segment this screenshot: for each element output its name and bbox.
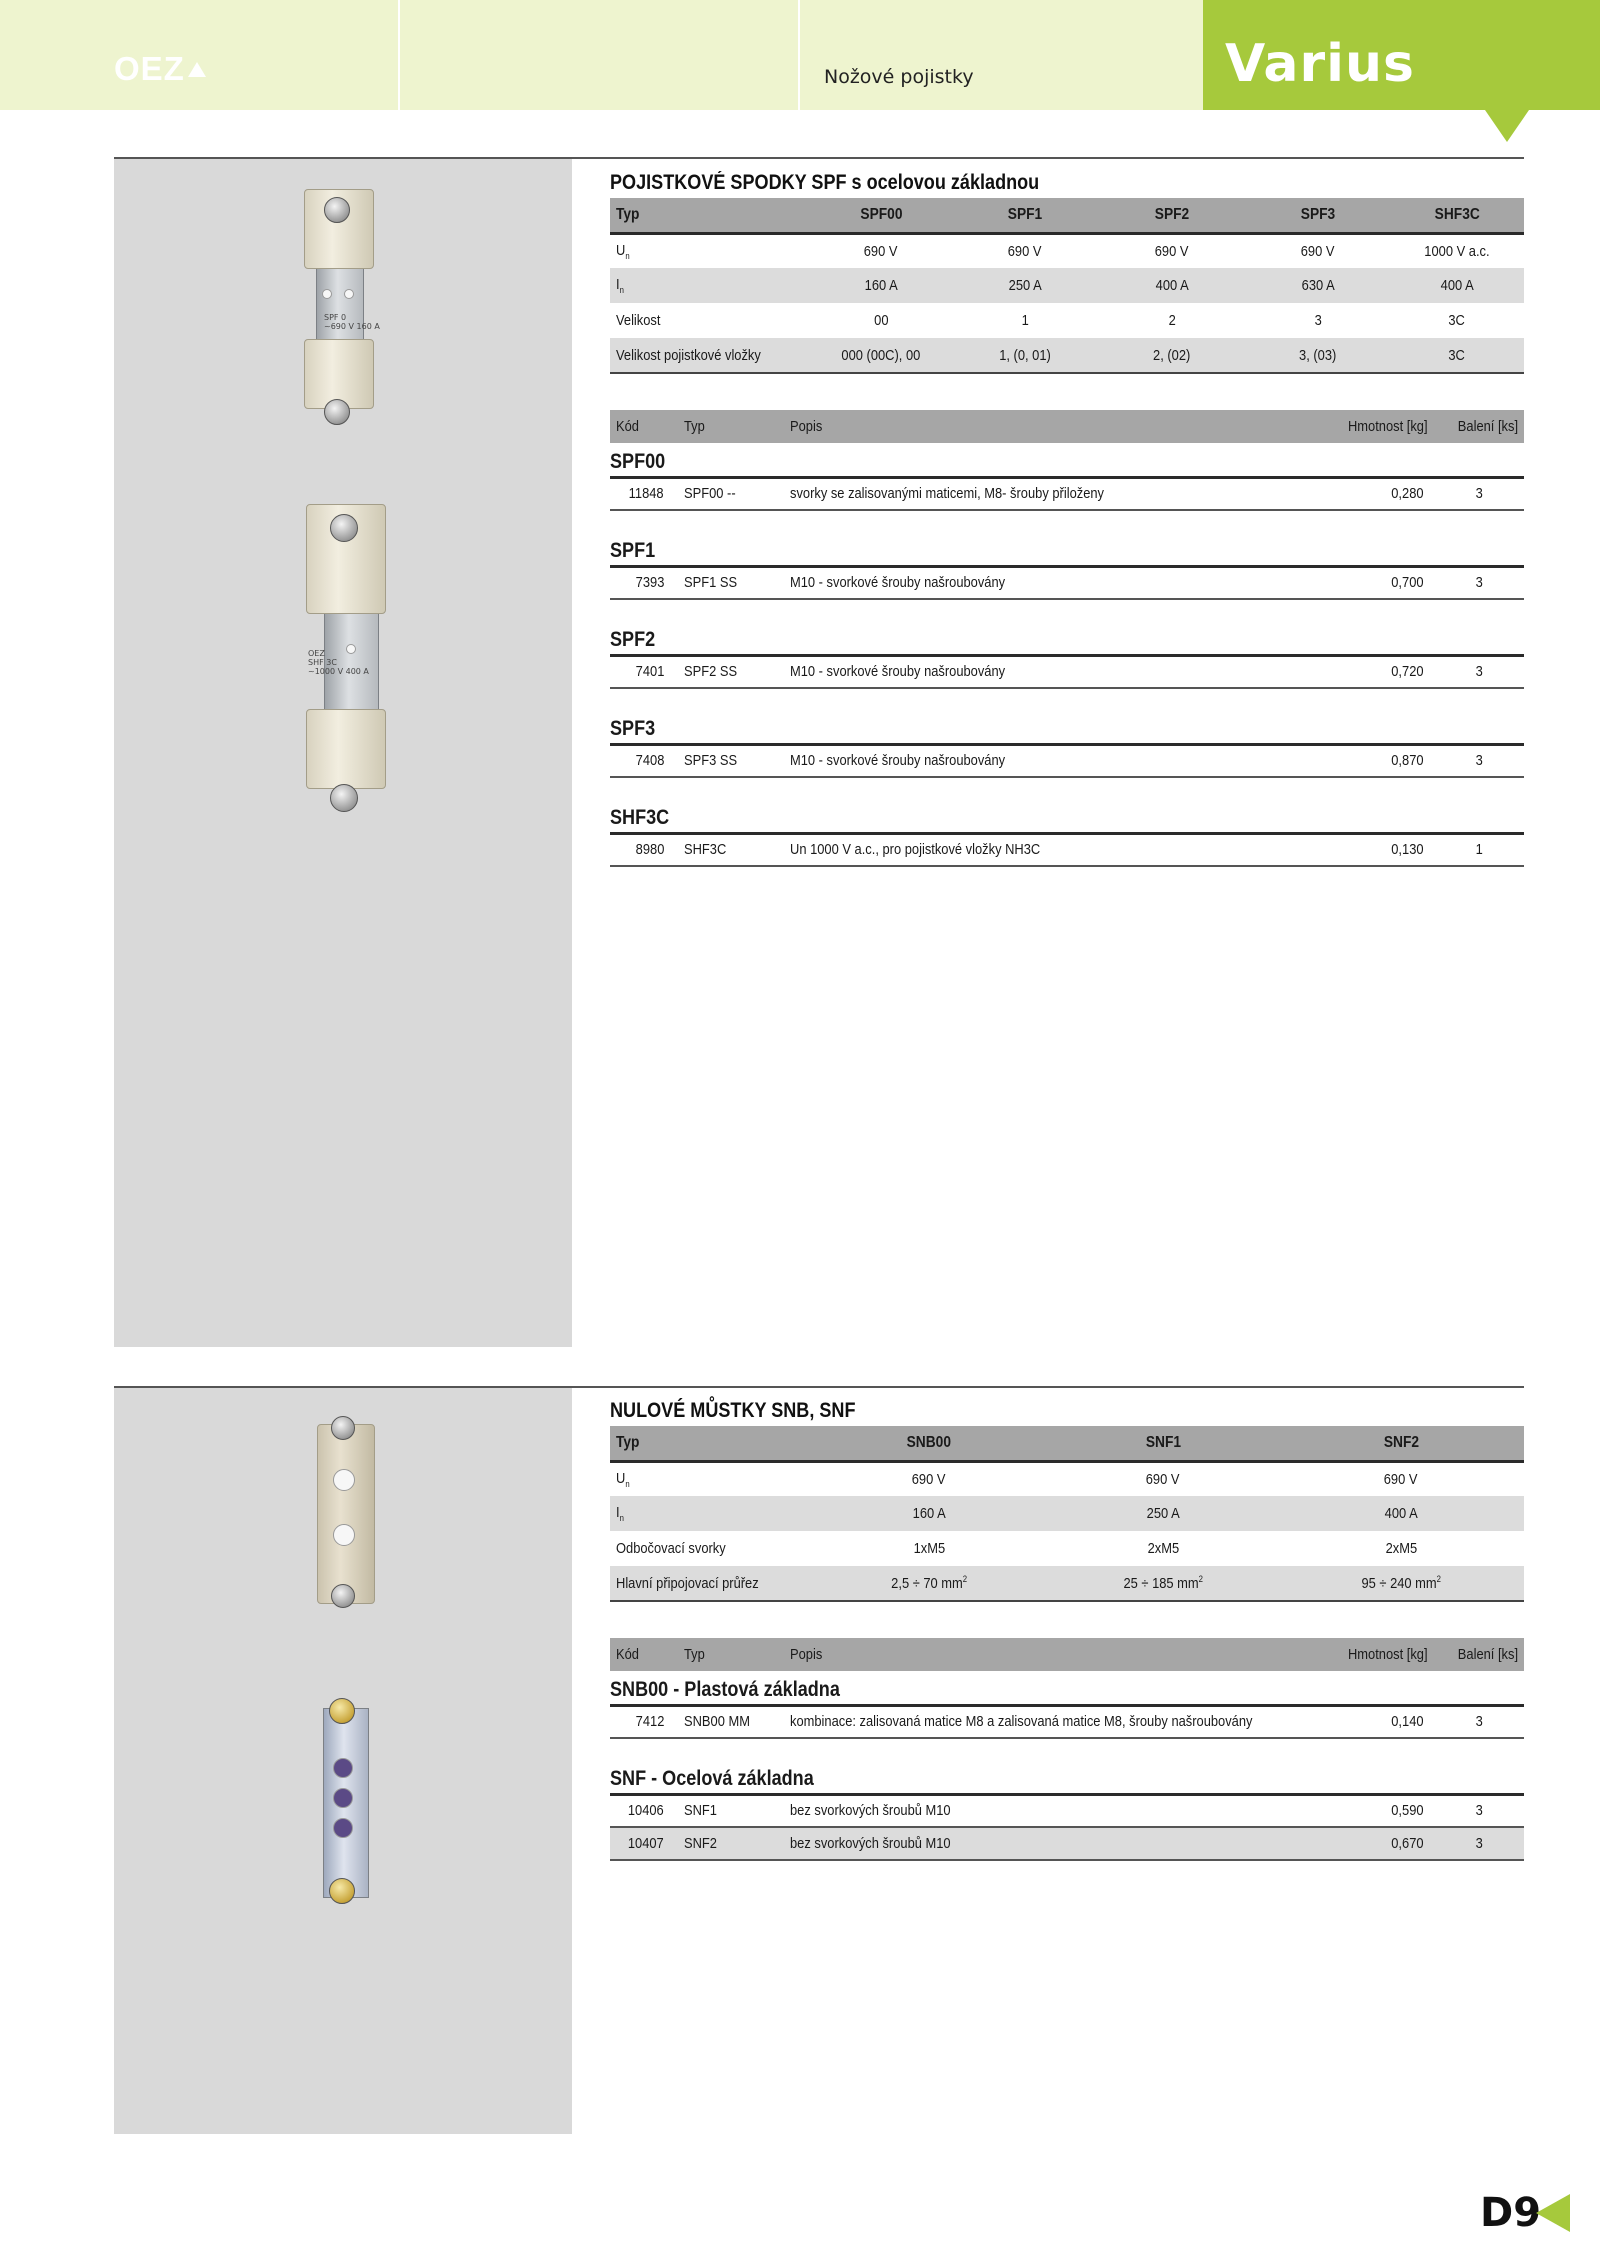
page-header (0, 0, 1600, 110)
spec-value: 00 (873, 312, 889, 329)
spec-header: SPF2 (1098, 198, 1246, 233)
spec-value: 1000 V a.c. (1424, 242, 1490, 260)
spec-row (610, 1461, 1524, 1496)
product-type: SPF1 SS (678, 566, 784, 599)
product-pack: 3 (1434, 1827, 1524, 1860)
code-table-snb (610, 1638, 1524, 1861)
brand-box (1203, 0, 1600, 110)
product-type: SPF2 SS (678, 655, 784, 688)
group-heading: SNB00 - Plastová základna (610, 1671, 1524, 1705)
spec-value: 400 A (1278, 1496, 1524, 1531)
product-row (610, 655, 1524, 688)
header-divider (398, 0, 400, 110)
spec-value: 690 V (1155, 242, 1189, 260)
spec-value: 25 ÷ 185 $mm^2$ (1048, 1566, 1278, 1601)
spec-table-spf (610, 198, 1524, 374)
spec-header: SHF3C (1390, 198, 1524, 233)
spec-label: Odbočovací svorky (616, 1540, 726, 1557)
spec-value: 1, (0, 01) (952, 338, 1098, 373)
spec-header: Typ (610, 1426, 810, 1461)
spec-header: SPF3 (1246, 198, 1390, 233)
spec-value: 3 (1314, 312, 1322, 329)
product-weight: 0,280 (1284, 477, 1434, 510)
spec-value: 690 V (1146, 1470, 1180, 1488)
product-code: 7408 (610, 744, 678, 777)
spec-row (610, 1496, 1524, 1531)
group-heading: SHF3C (610, 799, 1524, 833)
product-row (610, 477, 1524, 510)
product-row (610, 1794, 1524, 1827)
spec-row (610, 338, 1524, 373)
spec-row (610, 1531, 1524, 1566)
spec-value: 690 V (912, 1470, 946, 1488)
section-name: Nožové pojistky (824, 66, 974, 88)
product-pack: 3 (1434, 1705, 1524, 1738)
spec-value: 690 V (1301, 242, 1335, 260)
spec-header-row (610, 1426, 1524, 1461)
code-header: Balení [ks] (1434, 1638, 1524, 1671)
spec-value: 3C (1448, 312, 1466, 329)
spec-header: SNF1 (1048, 1426, 1278, 1461)
spec-header: SNB00 (810, 1426, 1048, 1461)
product-weight: 0,140 (1284, 1705, 1434, 1738)
product-type: SPF00 -- (678, 477, 784, 510)
spec-value: 160 A (810, 1496, 1048, 1531)
product-weight: 0,590 (1284, 1794, 1434, 1827)
code-header-row (610, 1638, 1524, 1671)
product-code: 10406 (610, 1794, 678, 1827)
spec-value: 2,5 ÷ 70 $mm^2$ (810, 1566, 1048, 1601)
spec-value: 3C (1390, 338, 1524, 373)
code-header: Popis (784, 1638, 1284, 1671)
image-panel-spf (114, 159, 572, 1347)
group-heading: SPF00 (610, 443, 1524, 477)
spec-row (610, 1566, 1524, 1601)
code-header: Popis (784, 410, 1284, 443)
product-code: 7401 (610, 655, 678, 688)
spec-value: 630 A (1246, 268, 1390, 303)
product-description: M10 - svorkové šrouby našroubovány (784, 566, 1284, 599)
spec-value: 160 A (810, 268, 952, 303)
spec-row (610, 303, 1524, 338)
product-row (610, 1705, 1524, 1738)
spec-label: Hlavní připojovací průřez (610, 1566, 810, 1601)
product-description: bez svorkových šroubů M10 (784, 1794, 1284, 1827)
spec-value: 690 V (1384, 1470, 1418, 1488)
code-header: Hmotnost [kg] (1284, 1638, 1434, 1671)
product-weight: 0,870 (1284, 744, 1434, 777)
product-pack: 3 (1434, 566, 1524, 599)
product-code: 8980 (610, 833, 678, 866)
neutral-link-snb00-image (309, 1414, 389, 1614)
code-header: Balení [ks] (1434, 410, 1524, 443)
spec-header-row (610, 198, 1524, 233)
product-type: SNF1 (678, 1794, 784, 1827)
spec-label: $U_n$ (616, 1469, 630, 1489)
section-snb (610, 1398, 1524, 1861)
product-type: SHF3C (678, 833, 784, 866)
spec-label: Velikost (616, 312, 661, 329)
product-code: 11848 (610, 477, 678, 510)
spec-value: 690 V (1008, 242, 1042, 260)
spec-table-snb (610, 1426, 1524, 1602)
product-row (610, 833, 1524, 866)
product-code: 7393 (610, 566, 678, 599)
group-heading: SPF1 (610, 532, 1524, 566)
spec-value: 2 (1168, 312, 1176, 329)
product-type: SPF3 SS (678, 744, 784, 777)
product-weight: 0,130 (1284, 833, 1434, 866)
spec-value: 400 A (1390, 268, 1524, 303)
group-heading: SPF2 (610, 621, 1524, 655)
spec-value: 690 V (864, 242, 898, 260)
page-number: D9 (1480, 2190, 1542, 2236)
product-description: M10 - svorkové šrouby našroubovány (784, 655, 1284, 688)
logo-triangle-icon (188, 62, 206, 77)
code-header: Hmotnost [kg] (1284, 410, 1434, 443)
spec-label: $I_n$ (610, 1496, 810, 1531)
product-type: SNF2 (678, 1827, 784, 1860)
brand-name: Varius (1225, 34, 1415, 94)
product-pack: 3 (1434, 1794, 1524, 1827)
neutral-link-snf-image (309, 1698, 389, 1908)
spec-value: 1 (1021, 312, 1029, 329)
device-label: OEZ SHF 3C ~1000 V 400 A (308, 649, 369, 676)
spec-value: 000 (00C), 00 (810, 338, 952, 373)
spec-label: $I_n$ (610, 268, 810, 303)
device-label: SPF 0 ~690 V 160 A (324, 313, 380, 331)
page-arrow-icon (1536, 2194, 1570, 2232)
product-weight: 0,720 (1284, 655, 1434, 688)
product-type: SNB00 MM (678, 1705, 784, 1738)
fuse-base-spf00-image (294, 189, 384, 429)
spec-label: Velikost pojistkové vložky (610, 338, 810, 373)
product-code: 10407 (610, 1827, 678, 1860)
product-pack: 1 (1434, 833, 1524, 866)
product-row (610, 566, 1524, 599)
spec-value: 95 ÷ 240 $mm^2$ (1278, 1566, 1524, 1601)
spec-value: 3, (03) (1246, 338, 1390, 373)
spec-value: 2, (02) (1098, 338, 1246, 373)
product-code: 7412 (610, 1705, 678, 1738)
product-row (610, 1827, 1524, 1860)
code-header: Typ (678, 1638, 784, 1671)
section-title: POJISTKOVÉ SPODKY SPF s ocelovou základnou (610, 171, 1040, 194)
product-weight: 0,700 (1284, 566, 1434, 599)
product-pack: 3 (1434, 744, 1524, 777)
product-pack: 3 (1434, 477, 1524, 510)
spec-value: 250 A (952, 268, 1098, 303)
spec-value: 1xM5 (913, 1540, 945, 1557)
product-description: kombinace: zalisovaná matice M8 a zalisovaná matice M8, šrouby našroubovány (784, 1705, 1284, 1738)
spec-header: SNF2 (1278, 1426, 1524, 1461)
image-panel-snb (114, 1388, 572, 2134)
section-spf (610, 170, 1524, 867)
spec-header: SPF1 (952, 198, 1098, 233)
spec-row (610, 268, 1524, 303)
spec-value: 400 A (1098, 268, 1246, 303)
product-pack: 3 (1434, 655, 1524, 688)
group-heading: SNF - Ocelová základna (610, 1760, 1524, 1794)
code-header-row (610, 410, 1524, 443)
code-table-spf (610, 410, 1524, 867)
product-description: M10 - svorkové šrouby našroubovány (784, 744, 1284, 777)
product-weight: 0,670 (1284, 1827, 1434, 1860)
brand-arrow-icon (1485, 110, 1529, 142)
oez-logo: OEZ (114, 50, 206, 88)
code-header: Typ (678, 410, 784, 443)
code-header: Kód (610, 410, 678, 443)
spec-value: 250 A (1048, 1496, 1278, 1531)
header-divider (798, 0, 800, 110)
spec-row (610, 233, 1524, 268)
spec-value: 2xM5 (1385, 1540, 1417, 1557)
product-row (610, 744, 1524, 777)
product-description: Un 1000 V a.c., pro pojistkové vložky NH3C (784, 833, 1284, 866)
group-heading: SPF3 (610, 710, 1524, 744)
section-title: NULOVÉ MŮSTKY SNB, SNF (610, 1399, 856, 1422)
spec-header: SPF00 (810, 198, 952, 233)
product-description: svorky se zalisovanými maticemi, M8- šrouby přiloženy (784, 477, 1284, 510)
spec-value: 2xM5 (1147, 1540, 1179, 1557)
spec-header: Typ (610, 198, 810, 233)
code-header: Kód (610, 1638, 678, 1671)
product-description: bez svorkových šroubů M10 (784, 1827, 1284, 1860)
fuse-base-shf3c-image (294, 504, 404, 824)
spec-label: $U_n$ (616, 241, 630, 261)
